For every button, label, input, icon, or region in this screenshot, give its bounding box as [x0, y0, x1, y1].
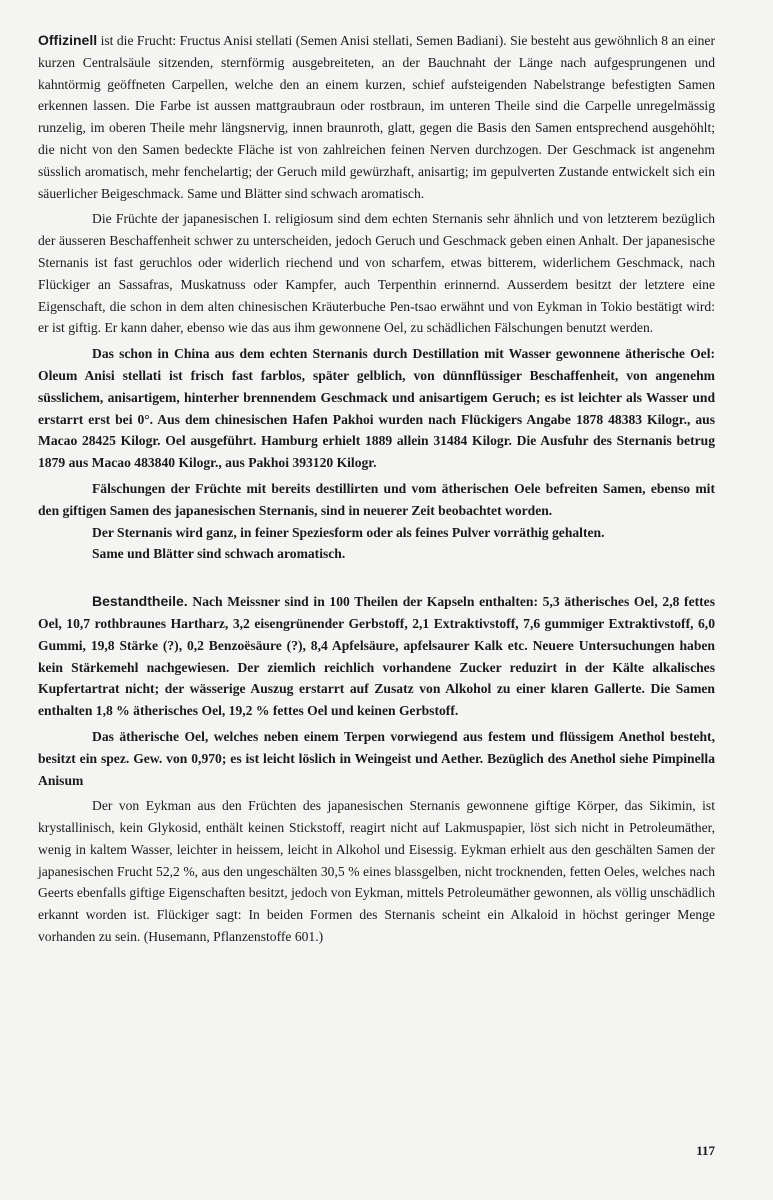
paragraph-storage-forms: Der Sternanis wird ganz, in feiner Speziesform oder als feines Pulver vorräthig gehalten. — [92, 524, 605, 540]
section-heading-officinal: Offizinell — [38, 32, 98, 48]
paragraph-constituents — [38, 591, 715, 722]
paragraph-constituents-text: Nach Meissner sind in 100 Theilen der Kapseln enthalten: 5,3 ätherisches Oel, 2,8 fettes Oel, 10,7 rothbraunes Hartharz, 3,2 eisengrünender Gerbstoff, 2,1 Extraktivstoff, 7,6 gummiger Extraktivstoff, 6,0 Gummi, 19,8 Stärke (?), 0,2 Benzoësäure (?), 8,4 Apfelsäure, apfelsaurer Kalk etc. Neuere Untersuchungen haben kein Stärkemehl nachgewiesen. Der ziemlich reichlich vorhandene Zucker reduzirt in der Kälte alkalisches Kupfertartrat nicht; der wässerige Auszug erstarrt auf Zusatz von Alkohol zu einer klaren Gallerte. Die Samen enthalten 1,8 % ätherisches Oel, 19,2 % fettes Oel und keinen Gerbstoff. — [38, 594, 715, 719]
paragraph-officinal — [38, 30, 715, 204]
paragraph-officinal-text: ist die Frucht: Fructus Anisi stellati (Semen Anisi stellati, Semen Badiani). Sie besteht aus gewöhnlich 8 an einer kurzen Centralsäule sitzenden, sternförmig ausgebreiteten, an der Bauchnaht der Länge nach aufgesprungenen und kahntörmig geöffneten Carpellen, welche den an einem kurzen, schief aufsteigenden Nabelstrange befestigten Samen erkennen lassen. Die Farbe ist aussen mattgraubraun oder rostbraun, im unteren Theile sind die Carpelle unregelmässig runzelig, im oberen Theile mehr längsnervig, innen braunroth, glatt, gegen die Basis den Samen entsprechend ausgehöhlt; die nicht von den Samen bedeckte Fläche ist von zahlreichen feinen Nerven durchzogen. Der Geschmack ist angenehm süsslich aromatisch, mehr fenchelartig; der Geruch mild gewürzhaft, anisartig; im gepulverten Zustande entwickelt sich ein säuerlicher Beigeschmack. Same und Blätter sind schwach aromatisch. — [38, 33, 715, 201]
paragraph-essential-oil: Das schon in China aus dem echten Sternanis durch Destillation mit Wasser gewonnene ätherische Oel: Oleum Anisi stellati ist frisch fast farblos, später gelblich, von dünnflüssiger Beschaffenheit, von angenehm süsslichem, anisartigem, hinterher brennendem Geschmack und anisartigem Geruch; es ist leichter als Wasser und erstarrt erst bei 0°. Aus dem chinesischen Hafen Pakhoi wurden nach Flückigers Angabe 1878 48383 Kilogr., aus Macao 28425 Kilogr. Oel ausgeführt. Hamburg erhielt 1889 allein 31484 Kilogr. Die Ausfuhr des Sternanis betrug 1879 aus Macao 483840 Kilogr., aus Pakhoi 393120 Kilogr. — [38, 346, 715, 471]
paragraph-seed-leaves: Same und Blätter sind schwach aromatisch. — [92, 546, 346, 562]
section-heading-constituents: Bestandtheile. — [92, 593, 188, 610]
paragraph-japanese-star-anise: Die Früchte der japanesischen I. religiosum sind dem echten Sternanis sehr ähnlich und von letzterem bezüglich der äusseren Beschaffenheit schwer zu unterscheiden, jedoch Geruch und Geschmack geben einen Anhalt. Der japanesische Sternanis ist fast geruchlos oder widerlich riechend und von scharfem, etwas bitterem, widerlichem Geschmack, nach Flückiger an Sassafras, Muskatnuss oder Kampfer, auch Terpenthin erinnernd. Ausserdem besitzt der letztere eine Eigenschaft, die schon in dem alten chinesischen Kräuterbuche Pen-tsao erwähnt und von Eykman in Tokio bestätigt wird: er ist giftig. Er kann daher, ebenso wie das aus ihm gewonnene Oel, zu schädlichen Fälschungen benutzt werden. — [38, 211, 715, 336]
page-number: 117 — [696, 1143, 715, 1158]
paragraph-eykman-sikimin: Der von Eykman aus den Früchten des japanesischen Sternanis gewonnene giftige Körper, das Sikimin, ist krystallinisch, kein Glykosid, enthält keinen Stickstoff, reagirt nicht auf Lakmuspapier, löst sich nicht in Petroleumäther, wenig in kaltem Wasser, leichter in heissem, leicht in Alkohol und Eisessig. Eykman erhielt aus den geschälten Samen der japanesischen Frucht 52,2 %, aus den ungeschälten 30,5 % eines blassgelben, nicht trocknenden, fetten Oeles, welches nach Geerts ebenfalls giftige Eigenschaften besitzt, jedoch von Eykman, mittels Petroleumäther gewonnen, als völlig unschädlich erkannt worden ist. Flückiger sagt: In beiden Formen des Sternanis scheint ein Alkaloid in höchst geringer Menge vorhanden zu sein. (Husemann, Pflanzenstoffe 601.) — [38, 798, 715, 945]
paragraph-anethol: Das ätherische Oel, welches neben einem Terpen vorwiegend aus festem und flüssigem Anethol besteht, besitzt ein spez. Gew. von 0,970; es ist leicht löslich in Weingeist und Aether. Bezüglich des Anethol siehe Pimpinella Anisum — [38, 728, 715, 788]
paragraph-falsification: Fälschungen der Früchte mit bereits destillirten und vom ätherischen Oele befreiten Samen, ebenso mit den giftigen Samen des japanesischen Sternanis, sind in neuerer Zeit beobachtet worden. — [38, 480, 715, 518]
